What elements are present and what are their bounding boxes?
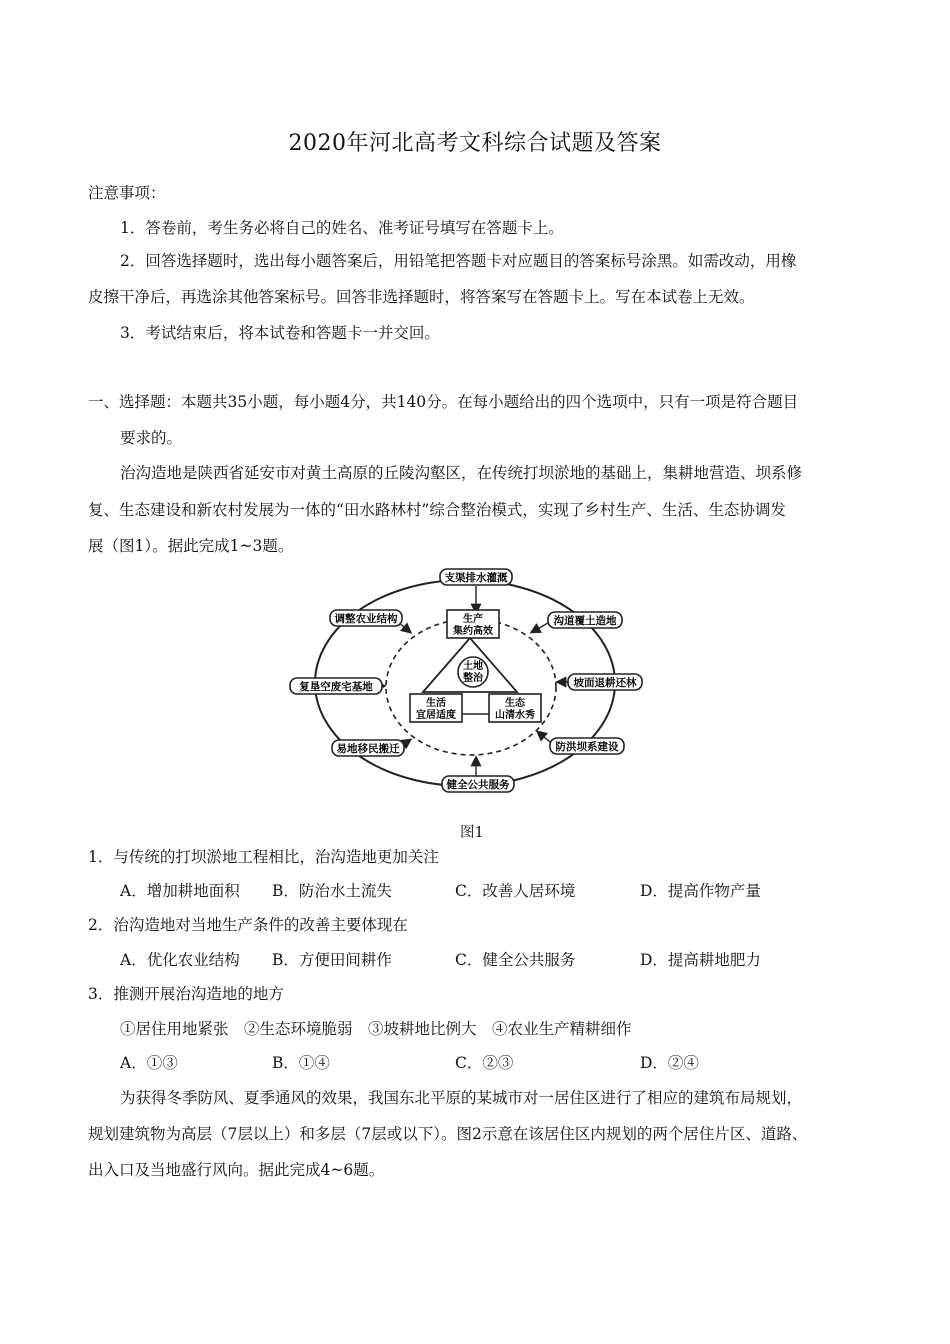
passage-line: 为获得冬季防风、夏季通风的效果，我国东北平原的某城市对一居住区进行了相应的建筑布局规划， <box>120 1089 803 1107</box>
outer-label-top <box>440 569 512 585</box>
notice-item: 皮擦干净后，再选涂其他答案标号。回答非选择题时，将答案写在答题卡上。写在本试卷上无效。 <box>88 288 755 306</box>
outer-label-lower-right <box>550 738 624 754</box>
section-heading-cont: 要求的。 <box>120 429 183 447</box>
option-c: C．改善人居环境 <box>455 882 576 900</box>
svg-text:支渠排水灌溉: 支渠排水灌溉 <box>444 572 508 584</box>
svg-text:健全公共服务: 健全公共服务 <box>446 779 510 791</box>
svg-text:易地移民搬迁: 易地移民搬迁 <box>336 743 400 755</box>
notice-item: 1．答卷前，考生务必将自己的姓名、准考证号填写在答题卡上。 <box>120 219 564 237</box>
outer-label-upper-left <box>330 610 402 626</box>
outer-label-lower-left <box>332 740 404 756</box>
svg-text:生态: 生态 <box>505 698 525 709</box>
outer-label-left <box>290 678 382 694</box>
option-c: C．健全公共服务 <box>455 951 576 969</box>
outer-label-right <box>568 674 642 690</box>
box-living <box>410 694 462 722</box>
option-d: D．提高耕地肥力 <box>640 951 761 969</box>
option-b: B．方便田间耕作 <box>272 951 392 969</box>
option-a: A．优化农业结构 <box>120 951 240 969</box>
svg-text:防洪坝系建设: 防洪坝系建设 <box>555 741 619 753</box>
outer-label-upper-right <box>548 612 622 628</box>
option-c: C．②③ <box>455 1054 514 1072</box>
svg-text:坡面退耕还林: 坡面退耕还林 <box>573 677 637 689</box>
passage-line: 展（图1）。据此完成1~3题。 <box>88 537 294 555</box>
box-production <box>447 610 499 638</box>
question-stem: 1．与传统的打坝淤地工程相比，治沟造地更加关注 <box>88 848 439 866</box>
box-ecology <box>489 694 541 722</box>
option-d: D．②④ <box>640 1054 699 1072</box>
svg-text:集约高效: 集约高效 <box>453 626 493 637</box>
question-sub-statements: ①居住用地紧张 ②生态环境脆弱 ③坡耕地比例大 ④农业生产精耕细作 <box>120 1020 632 1038</box>
svg-text:宜居适度: 宜居适度 <box>416 710 456 721</box>
outer-label-bottom <box>442 776 514 792</box>
option-a: A．增加耕地面积 <box>120 882 240 900</box>
passage-line: 复、生态建设和新农村发展为一体的“田水路林村”综合整治模式，实现了乡村生产、生活、生态协调发 <box>88 501 786 519</box>
notice-item: 3．考试结束后，将本试卷和答题卡一并交回。 <box>120 324 440 342</box>
question-stem: 3．推测开展治沟造地的地方 <box>88 985 284 1003</box>
figure-caption: 图1 <box>460 825 484 841</box>
page-title: 2020年河北高考文科综合试题及答案 <box>288 131 662 156</box>
svg-text:生活: 生活 <box>426 698 446 709</box>
svg-text:生产: 生产 <box>463 614 483 625</box>
notice-item: 2．回答选择题时，选出每小题答案后，用铅笔把答题卡对应题目的答案标号涂黑。如需改动，用橡 <box>120 252 797 270</box>
question-stem: 2．治沟造地对当地生产条件的改善主要体现在 <box>88 916 408 934</box>
passage-line: 出入口及当地盛行风向。据此完成4~6题。 <box>88 1161 385 1179</box>
svg-text:复垦空废宅基地: 复垦空废宅基地 <box>299 681 373 693</box>
option-a: A．①③ <box>120 1054 178 1072</box>
option-d: D．提高作物产量 <box>640 882 761 900</box>
notice-heading: 注意事项： <box>88 184 166 202</box>
figure-1-diagram <box>280 562 650 798</box>
center-text-1: 土地 <box>463 661 483 672</box>
passage-line: 规划建筑物为高层（7层以上）和多层（7层或以下）。图2示意在该居住区内规划的两个居住片区、道路、 <box>88 1125 808 1143</box>
svg-text:山清水秀: 山清水秀 <box>495 710 535 721</box>
option-b: B．防治水土流失 <box>272 882 392 900</box>
svg-text:沟道覆土造地: 沟道覆土造地 <box>553 615 617 627</box>
center-text-2: 整治 <box>463 673 483 684</box>
svg-text:调整农业结构: 调整农业结构 <box>334 613 398 625</box>
section-heading: 一、选择题：本题共35小题，每小题4分，共140分。在每小题给出的四个选项中，只有一项是符合题目 <box>88 393 799 411</box>
option-b: B．①④ <box>272 1054 330 1072</box>
passage-line: 治沟造地是陕西省延安市对黄土高原的丘陵沟壑区，在传统打坝淤地的基础上，集耕地营造、坝系修 <box>120 464 803 482</box>
